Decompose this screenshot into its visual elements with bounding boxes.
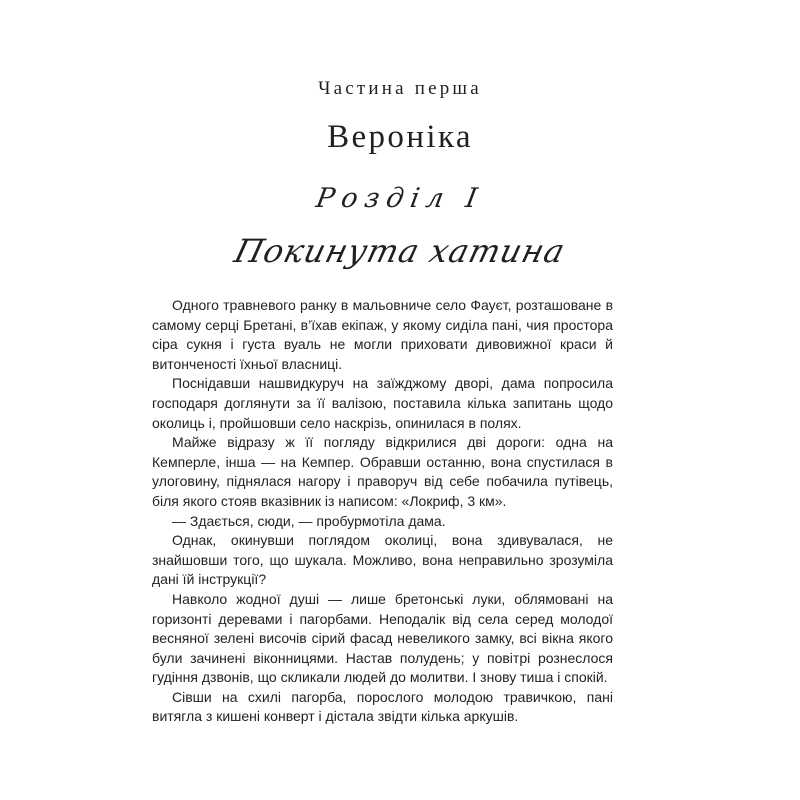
chapter-body [152, 296, 613, 727]
paragraph: Навколо жодної душі — лише бретонські луки, облямовані на горизонті деревами і пагорбами. Неподалік від села серед молодої весняної зелені височів сірий фасад невеликого замку, всі вікна якого були зачинені віконницями. Настав полудень; у повітрі рознеслося гудіння дзвонів, що скликали людей до молитви. І знову тиша і спокій. [152, 590, 613, 686]
paragraph: Однак, окинувши поглядом околиці, вона здивувалася, не знайшовши того, що шукала. Можливо, вона неправильно зрозуміла дані їй інструкції? [152, 532, 613, 588]
paragraph: Поснідавши нашвидкуруч на заїжджому дворі, дама попросила господаря доглянути за її валізою, поставила кілька запитань щодо околиць і, пройшовши село наскрізь, опинилася в полях. [152, 375, 613, 431]
chapter-number: Розділ I [313, 183, 487, 214]
part-title: Частина перша [318, 78, 482, 99]
part-name: Вероніка [327, 119, 473, 155]
paragraph: Одного травневого ранку в мальовниче село Фауєт, розташоване в самому серці Бретані, в’їхав екіпаж, у якому сиділа пані, чия простора сіра сукня і густа вуаль не могли приховати дивовижної краси й витонченості їхньої власниці. [152, 297, 613, 372]
chapter-title: Покинута хатина [230, 232, 570, 270]
paragraph: Майже відразу ж її погляду відкрилися дві дороги: одна на Кемперле, інша — на Кемпер. Обравши останню, вона спустилася в улоговину, піднялася нагору і праворуч від себе побачила путівець, біля якого стояв вказівник із написом: «Локриф, 3 км». [152, 434, 613, 509]
paragraph: — Здається, сюди, — пробурмотіла дама. [172, 512, 446, 529]
paragraph: Сівши на схилі пагорба, порослого молодою травичкою, пані витягла з кишені конверт і дістала звідти кілька аркушів. [152, 688, 613, 725]
